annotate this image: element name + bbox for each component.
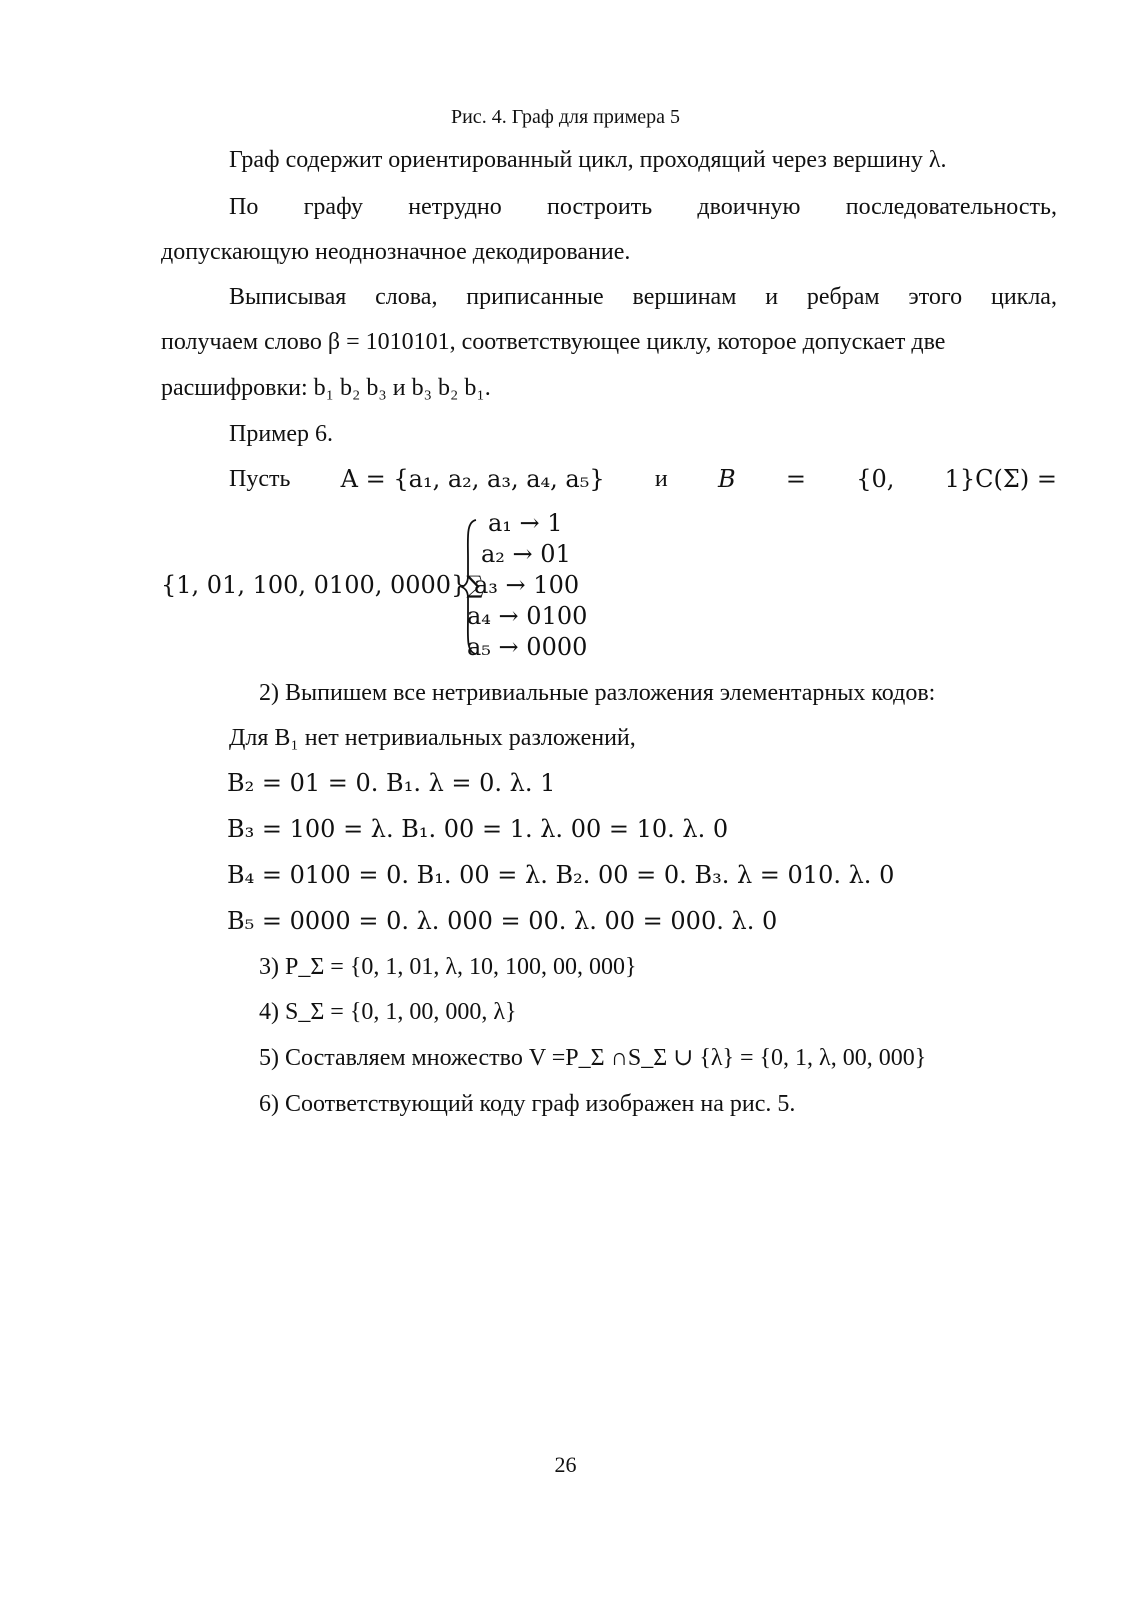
- b5-line: B₅ = 0000 = 0. λ. 000 = 00. λ. 00 = 000. λ. 0: [227, 907, 778, 935]
- paragraph-words-line2: получаем слово β = 1010101, соответствующее циклу, которое допускает две: [161, 329, 946, 355]
- word: ребрам: [806, 284, 880, 310]
- word: и: [654, 466, 668, 492]
- code-set: {1, 01, 100, 0100, 0000}∑: [161, 571, 484, 599]
- word: приписанные: [466, 284, 604, 310]
- word: графу: [303, 194, 364, 220]
- b2-line: B₂ = 01 = 0. B₁. λ = 0. λ. 1: [227, 769, 556, 797]
- list-item-2: 2) Выпишем все нетривиальные разложения элементарных кодов:: [259, 680, 936, 706]
- word: {0,: [856, 465, 895, 493]
- paragraph-cycle: Граф содержит ориентированный цикл, проходящий через вершину λ.: [229, 147, 947, 173]
- symbol-b: B: [717, 465, 736, 493]
- b1-line: Для B₁ нет нетривиальных разложений,: [229, 725, 636, 751]
- word: По: [229, 194, 259, 220]
- list-item-6: 6) Соответствующий коду граф изображен на рис. 5.: [259, 1091, 796, 1117]
- example-title: Пример 6.: [229, 421, 334, 447]
- word: вершинам: [632, 284, 737, 310]
- word: и: [765, 284, 779, 310]
- word: двоичную: [697, 194, 801, 220]
- b3-line: B₃ = 100 = λ. B₁. 00 = 1. λ. 00 = 10. λ. 0: [227, 815, 729, 843]
- list-item-5: 5) Составляем множество V =P_Σ ∩S_Σ ∪ {λ} = {0, 1, λ, 00, 000}: [259, 1045, 927, 1071]
- b4-line: B₄ = 0100 = 0. B₁. 00 = λ. B₂. 00 = 0. B₃. λ = 010. λ. 0: [227, 861, 895, 889]
- word: цикла,: [990, 284, 1057, 310]
- mapping-a2: a₂ → 01: [481, 540, 571, 568]
- list-item-4: 4) S_Σ = {0, 1, 00, 000, λ}: [259, 999, 517, 1025]
- list-item-3: 3) P_Σ = {0, 1, 01, λ, 10, 100, 00, 000}: [259, 954, 637, 980]
- word: слова,: [375, 284, 438, 310]
- word: последовательность,: [845, 194, 1057, 220]
- paragraph-words-line3: расшифровки: b₁ b₂ b₃ и b₃ b₂ b₁.: [161, 375, 491, 401]
- word: нетрудно: [408, 194, 502, 220]
- word: построить: [547, 194, 653, 220]
- word: 1}C(Σ) =: [944, 465, 1057, 493]
- set-a: A = {a₁, a₂, a₃, a₄, a₅}: [340, 465, 605, 493]
- word: Выписывая: [229, 284, 347, 310]
- paragraph-words-line1: [229, 285, 1057, 309]
- mapping-a1: a₁ → 1: [488, 509, 563, 537]
- word: Пусть: [229, 466, 291, 492]
- word: этого: [908, 284, 963, 310]
- paragraph-sequence-line1: [229, 195, 1057, 219]
- equals: =: [785, 465, 806, 493]
- mapping-a4: a₄ → 0100: [467, 602, 588, 630]
- mapping-a5: a₅ → 0000: [467, 633, 588, 661]
- page-number: 26: [554, 1452, 577, 1477]
- paragraph-sequence-line2: допускающую неоднозначное декодирование.: [161, 239, 631, 265]
- let-line: [229, 467, 1057, 491]
- figure-caption: Рис. 4. Граф для примера 5: [450, 106, 680, 128]
- mapping-a3: a₃ → 100: [474, 571, 580, 599]
